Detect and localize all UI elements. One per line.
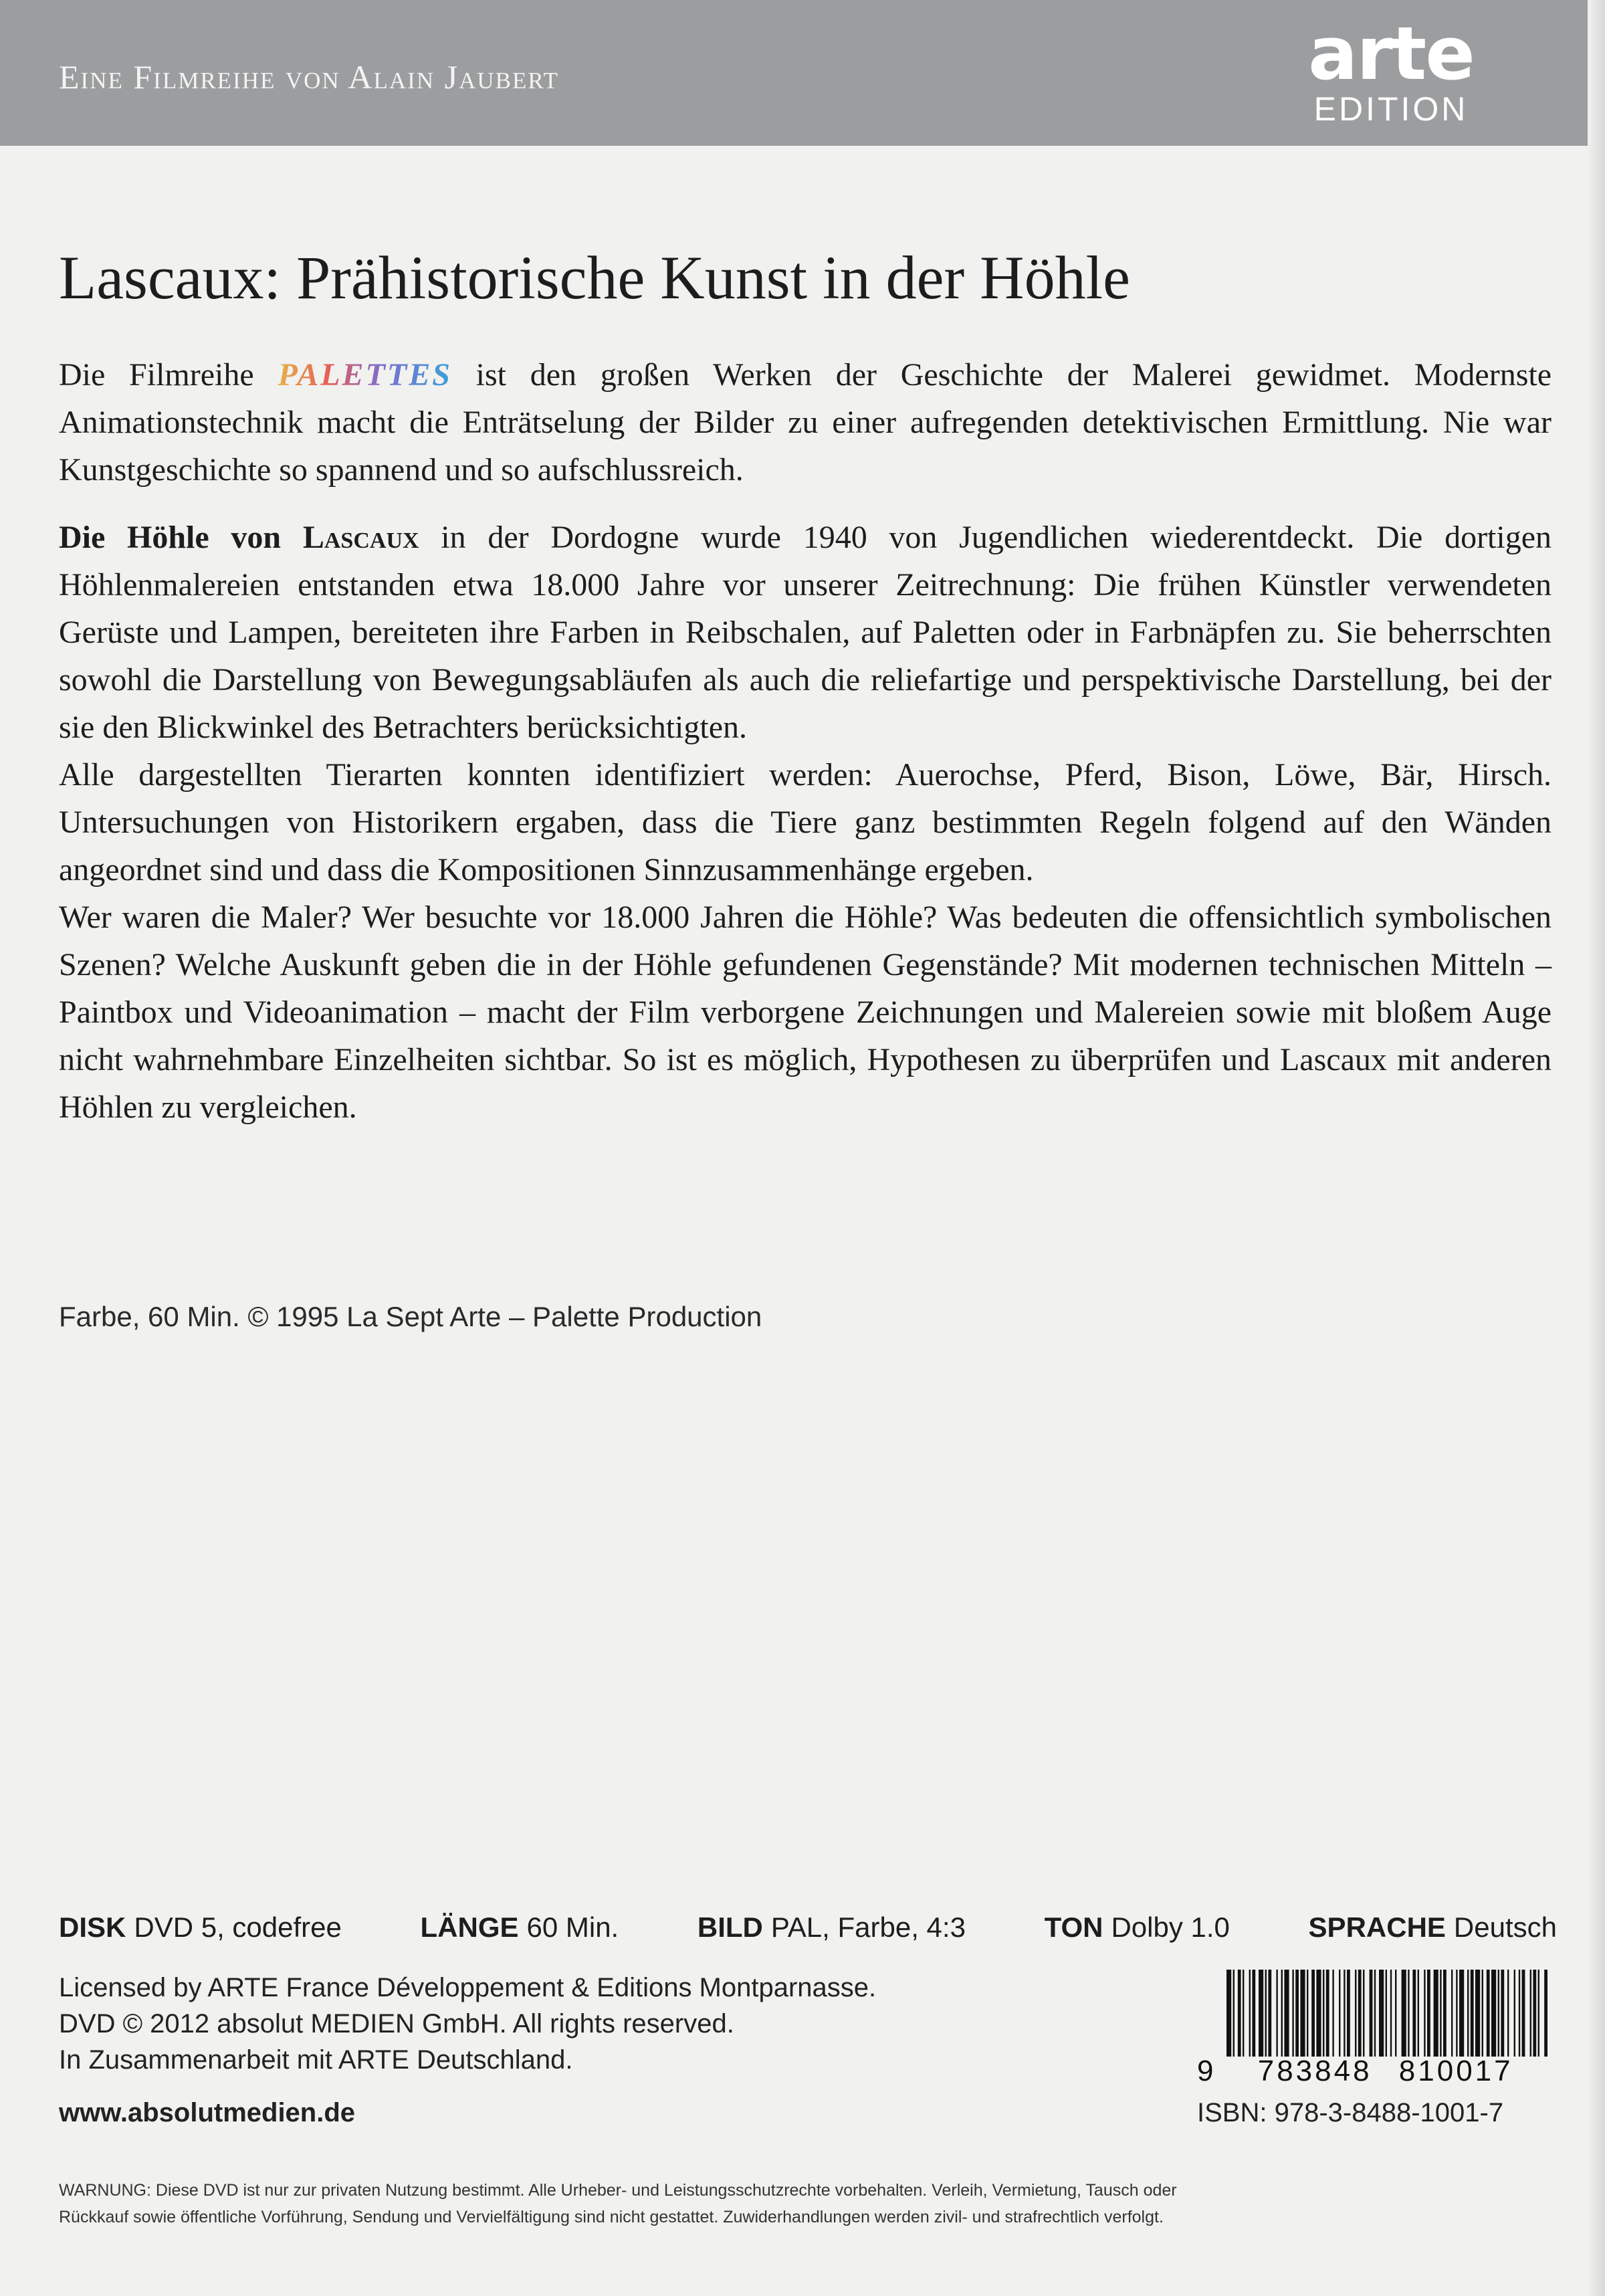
barcode-bar (1482, 1970, 1483, 2057)
production-credit: Farbe, 60 Min. © 1995 La Sept Arte – Palette Production (59, 1301, 762, 1332)
barcode-bar (1233, 1970, 1235, 2057)
barcode-bar (1459, 1970, 1464, 2057)
animals-paragraph: Alle dargestellten Tierarten konnten identifiziert werden: Auerochse, Pferd, Bison, Löwe, Bär, Hirsch. Untersuchungen von Historikern ergaben, dass die Tiere ganz bestimmten Regeln folgend auf den Wänden angeordnet sind und dass die Kompositionen Sinnzusammenhänge ergeben. (59, 757, 1552, 888)
barcode-bar (1402, 1970, 1406, 2057)
cave-site: Lascaux (302, 520, 419, 555)
barcode-bar (1408, 1970, 1409, 2057)
page-title: Lascaux: Prähistorische Kunst in der Höhle (59, 243, 1130, 312)
barcode-bar (1265, 1970, 1267, 2057)
warning-line-1: WARNUNG: Diese DVD ist nur zur privaten Nutzung bestimmt. Alle Urheber- und Leistungsschutzrechte vorbehalten. Verleih, Vermietung, Tausch oder (59, 2181, 1177, 2200)
logo-sub: EDITION (1313, 90, 1469, 128)
copyright-line: DVD © 2012 absolut MEDIEN GmbH. All rights reserved. (59, 2009, 734, 2039)
barcode-bar (1514, 1970, 1515, 2057)
palettes-logo: PALETTES (278, 357, 452, 393)
barcode-bar (1363, 1970, 1364, 2057)
barcode-bar (1307, 1970, 1308, 2057)
barcode-bar (1467, 1970, 1469, 2057)
spec-disk: DISK DVD 5, codefree (59, 1911, 342, 1943)
barcode-bar (1487, 1970, 1490, 2057)
license-line: Licensed by ARTE France Développement & Editions Montparnasse. (59, 1973, 877, 2002)
barcode-bar (1347, 1970, 1350, 2057)
barcode-bar (1344, 1970, 1345, 2057)
cave-lead: Die Höhle von (59, 520, 282, 555)
barcode-bar (1226, 1970, 1231, 2057)
barcode-bar (1538, 1970, 1539, 2057)
barcode-bar (1358, 1970, 1362, 2057)
barcode-digit-first: 9 (1197, 2055, 1216, 2087)
barcode-bar (1390, 1970, 1392, 2057)
barcode-bar (1300, 1970, 1305, 2057)
barcode-bar (1284, 1970, 1289, 2057)
warning-line-2: Rückkauf sowie öffentliche Vorführung, Sendung und Vervielfältigung sind nicht gestattet. Zuwiderhandlungen werden zivil- und strafrechtlich verfolgt. (59, 2208, 1164, 2226)
barcode-digit-group2: 810017 (1398, 2055, 1513, 2087)
barcode-bar (1295, 1970, 1299, 2057)
barcode-image (1224, 1970, 1552, 2057)
barcode-bar (1491, 1970, 1496, 2057)
license-block (59, 1970, 876, 2078)
barcode-bar (1323, 1970, 1324, 2057)
barcode-bar (1519, 1970, 1520, 2057)
barcode-bar (1332, 1970, 1333, 2057)
barcode-bar (1440, 1970, 1441, 2057)
barcode-bar (1443, 1970, 1447, 2057)
intro-before: Die Filmreihe (59, 357, 254, 393)
barcode-bar (1355, 1970, 1356, 2057)
logo-word: arte (1308, 11, 1474, 96)
barcode-bar (1533, 1970, 1536, 2057)
barcode-bar (1370, 1970, 1373, 2057)
barcode-digits (1197, 2055, 1552, 2088)
barcode-bar (1249, 1970, 1251, 2057)
barcode-bar (1475, 1970, 1480, 2057)
spec-picture: BILD PAL, Farbe, 4:3 (697, 1911, 966, 1943)
barcode-bar (1268, 1970, 1271, 2057)
barcode-bar (1292, 1970, 1293, 2057)
barcode-bar (1374, 1970, 1376, 2057)
spec-length: LÄNGE 60 Min. (420, 1911, 619, 1943)
barcode-bar (1471, 1970, 1474, 2057)
cave-text: in der Dordogne wurde 1940 von Jugendlichen wiederentdeckt. Die dortigen Höhlenmalereien entstanden etwa 18.000 Jahre vor unserer Zeitrechnung: Die frühen Künstler verwendeten Gerüste und Lampen, bereiteten ihre Farben in Reibschalen, auf Paletten oder in Farbnäpfen zu. Sie beherrschten sowohl die Darstellung von Bewegungsabläufen als auch die reliefartige und perspektivische Darstellung, bei der sie den Blickwinkel des Betrachters berücksichtigten. (59, 520, 1552, 745)
intro-after: ist den großen Werken der Geschichte der Malerei gewidmet. Modernste Animationstechnik macht die Enträtselung der Bilder zu einer aufregenden detektivischen Ermittlung. Nie war Kunstgeschichte so spannend und so aufschlussreich. (59, 357, 1552, 488)
barcode-digit-group1: 783848 (1257, 2055, 1372, 2087)
barcode-bar (1530, 1970, 1531, 2057)
barcode-bar (1259, 1970, 1263, 2057)
header-band (0, 0, 1605, 146)
barcode-bar (1276, 1970, 1277, 2057)
barcode-bar (1243, 1970, 1244, 2057)
barcode-bar (1379, 1970, 1384, 2057)
barcode-bar (1434, 1970, 1438, 2057)
barcode-bar (1427, 1970, 1430, 2057)
cover-edge (1588, 0, 1605, 2296)
spec-sound: TON Dolby 1.0 (1044, 1911, 1230, 1943)
isbn-number: ISBN: 978-3-8488-1001-7 (1197, 2098, 1504, 2127)
arte-edition-logo (1257, 11, 1525, 128)
barcode-bar (1395, 1970, 1396, 2057)
barcode-bar (1311, 1970, 1315, 2057)
barcode-bar (1252, 1970, 1255, 2057)
barcode-bar (1316, 1970, 1321, 2057)
warning-notice (59, 2177, 1557, 2230)
barcode-bar (1386, 1970, 1387, 2057)
barcode-bar (1456, 1970, 1457, 2057)
barcode-bar (1424, 1970, 1425, 2057)
barcode-bar (1544, 1970, 1547, 2057)
barcode-bar (1498, 1970, 1499, 2057)
barcode-bar (1418, 1970, 1419, 2057)
barcode-bar (1522, 1970, 1525, 2057)
tech-specs (59, 1911, 1557, 1944)
questions-paragraph: Wer waren die Maler? Wer besuchte vor 18.000 Jahren die Höhle? Was bedeuten die offensichtlich symbolischen Szenen? Welche Auskunft geben die in der Höhle gefundenen Gegenstände? Mit modernen technischen Mitteln – Paintbox und Videoanimation – macht der Film verborgene Zeichnungen und Malereien sowie mit bloßem Auge nicht wahrnehmbare Einzelheiten sichtbar. So ist es möglich, Hypothesen zu überprüfen und Lascaux mit anderen Höhlen zu vergleichen. (59, 900, 1552, 1125)
barcode-bar (1281, 1970, 1283, 2057)
barcode-bar (1507, 1970, 1509, 2057)
cooperation-line: In Zusammenarbeit mit ARTE Deutschland. (59, 2045, 573, 2075)
barcode-bar (1238, 1970, 1241, 2057)
intro-paragraph (59, 351, 1552, 494)
barcode-bar (1412, 1970, 1416, 2057)
website-link[interactable]: www.absolutmedien.de (59, 2098, 356, 2127)
barcode-bar (1501, 1970, 1504, 2057)
spec-language: SPRACHE Deutsch (1308, 1911, 1557, 1943)
barcode-bar (1326, 1970, 1329, 2057)
barcode-bar (1451, 1970, 1453, 2057)
series-title: Eine Filmreihe von Alain Jaubert (59, 58, 559, 96)
cave-paragraph (59, 514, 1552, 751)
description (59, 351, 1552, 1131)
barcode-bar (1339, 1970, 1340, 2057)
